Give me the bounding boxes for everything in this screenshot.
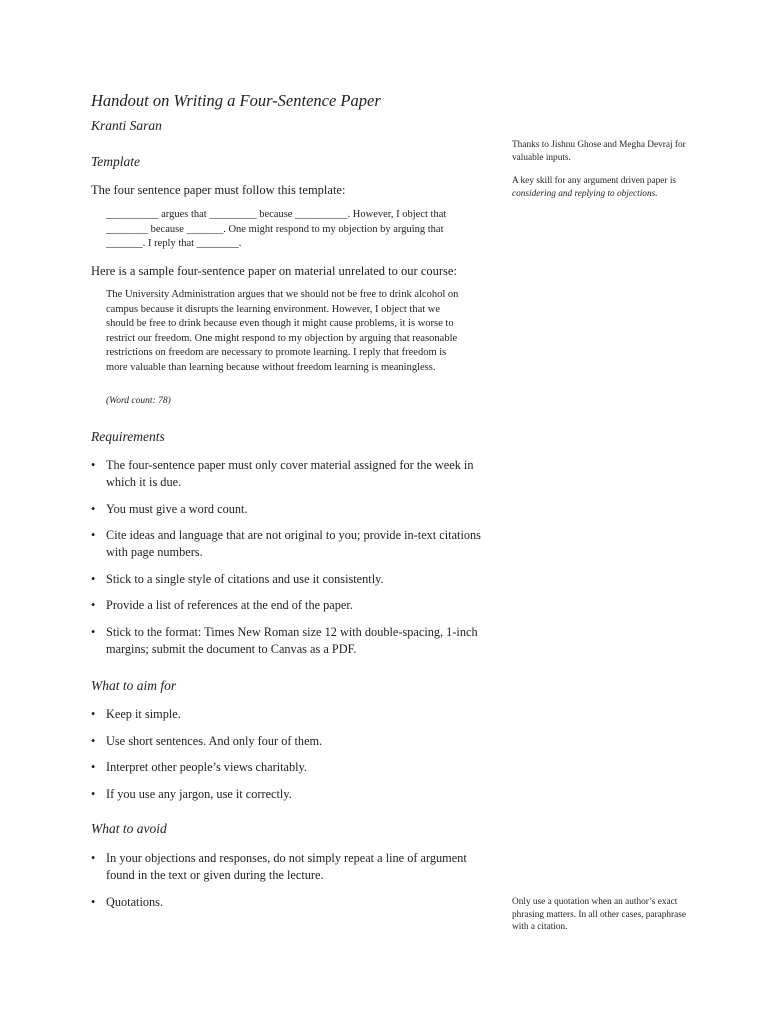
aim-for-heading: What to aim for (91, 678, 177, 693)
bullet-icon: • (91, 760, 96, 775)
template-intro: The four sentence paper must follow this template: (91, 183, 346, 197)
requirements-list (91, 457, 486, 668)
margin-note-thanks: Thanks to Jishnu Ghose and Megha Devraj for valuable inputs. (512, 140, 686, 163)
document-title: Handout on Writing a Four-Sentence Paper (91, 91, 381, 110)
bullet-icon: • (91, 733, 96, 748)
list-item: • Cite ideas and language that are not original to you; provide in-text citations with page numbers. (91, 528, 481, 560)
bullet-icon: • (91, 786, 96, 801)
bullet-icon: • (91, 571, 96, 586)
sample-paper-block: The University Administration argues that we should not be free to drink alcohol on campus because it disrupts the learning environment. However, I object that we should be free to drink because even though it might cause problems, it is worse to restrict our freedom. One might respond to my objection by arguing that reasonable restrictions on freedom are necessary to promote learning. I reply that freedom is more valuable than learning because without freedom learning is meaningless. (106, 289, 459, 373)
bullet-icon: • (91, 598, 96, 613)
margin-note-quotation: Only use a quotation when an author’s exact phrasing matters. In all other cases, paraphrase with a citation. (512, 897, 686, 932)
requirements-heading: Requirements (91, 429, 165, 444)
author-name: Kranti Saran (91, 118, 162, 133)
list-item: • If you use any jargon, use it correctly. (91, 786, 292, 801)
bullet-icon: • (91, 707, 96, 721)
list-item: • Interpret other people’s views charitably. (91, 760, 308, 775)
bullet-icon: • (91, 624, 96, 639)
list-item: • Use short sentences. And only four of them. (91, 733, 323, 748)
list-item: • Provide a list of references at the end of the paper. (91, 598, 353, 613)
bullet-icon: • (91, 501, 96, 516)
avoid-heading: What to avoid (91, 821, 167, 836)
word-count: (Word count: 78) (106, 396, 171, 406)
aim-for-list (91, 706, 486, 812)
template-block: __________ argues that _________ because __________. However, I object that ________ because _______. One might respond to my objection by arguing that _______. I reply that ________. (106, 209, 447, 249)
template-heading: Template (91, 154, 141, 169)
bullet-icon: • (91, 458, 96, 472)
list-item: • The four-sentence paper must only cover material assigned for the week in which it is due. (91, 458, 474, 489)
bullet-icon: • (91, 851, 96, 865)
list-item: • Stick to a single style of citations and use it consistently. (91, 571, 384, 586)
bullet-icon: • (91, 528, 96, 543)
bullet-icon: • (91, 894, 96, 909)
list-item: • Quotations. (91, 894, 164, 909)
avoid-list (91, 850, 486, 920)
list-item: • Keep it simple. (91, 707, 181, 721)
list-item: • You must give a word count. (91, 501, 248, 516)
sample-intro: Here is a sample four-sentence paper on material unrelated to our course: (91, 264, 457, 278)
margin-note-key-skill: A key skill for any argument driven paper is considering and replying to objections. (512, 176, 677, 199)
list-item: • In your objections and responses, do not simply repeat a line of argument found in the text or given during the lecture. (91, 851, 467, 882)
list-item: • Stick to the format: Times New Roman size 12 with double-spacing, 1-inch margins; submit the document to Canvas as a PDF. (91, 624, 478, 656)
